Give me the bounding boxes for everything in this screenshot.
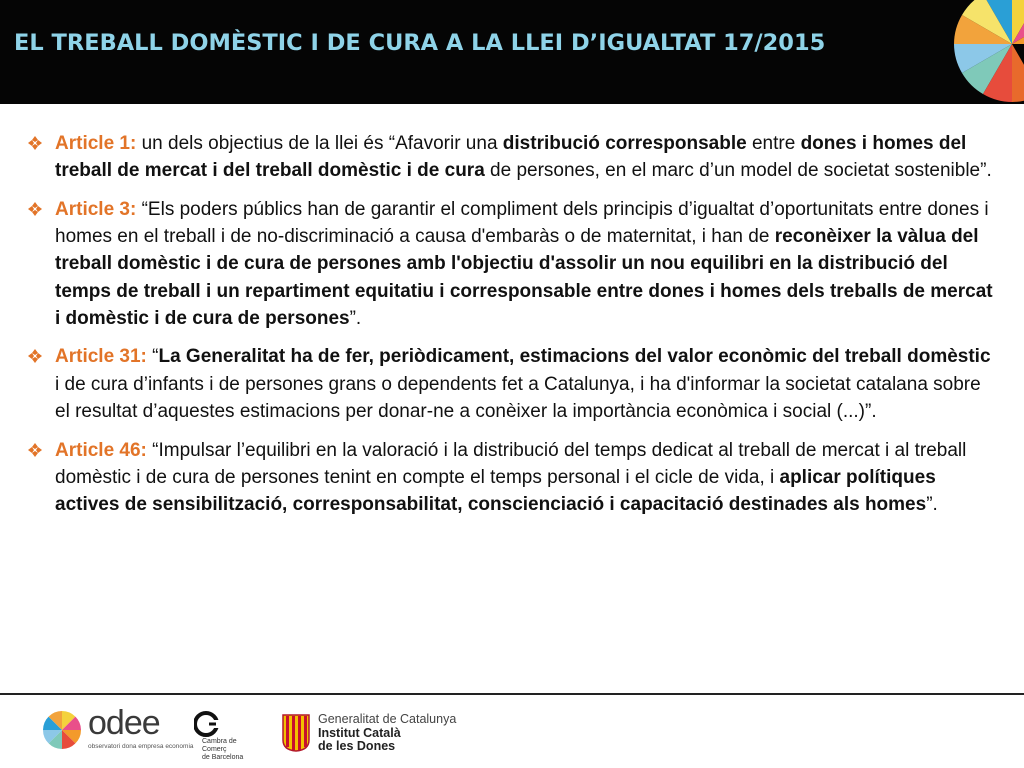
cambra-c-icon xyxy=(194,710,222,738)
text-segment: entre xyxy=(746,133,801,154)
cambra-line-2: de Barcelona xyxy=(202,754,244,761)
page-title: EL TREBALL DOMÈSTIC I DE CURA A LA LLEI D’IGUALTAT 17/2015 xyxy=(14,30,826,56)
generalitat-line-2: Institut Català xyxy=(318,725,401,740)
article-label: Article 3: xyxy=(55,198,137,220)
bold-segment: dones i homes del treball de mercat i del treball domèstic i de cura xyxy=(55,133,967,182)
text-segment: “Impulsar l’equilibri en la valoració i la distribució del temps dedicat al treball de mercat i al treball domèstic i de cura de persones tenint en compte el temps personal i el cicle de vida, i xyxy=(55,439,967,488)
diamond-bullet-icon xyxy=(28,136,42,150)
article-label: Article 31: xyxy=(55,346,147,368)
generalitat-line-3: de les Dones xyxy=(318,739,396,753)
header-bar xyxy=(0,0,1024,104)
cambra-name xyxy=(202,738,262,762)
senyera-shield-icon xyxy=(282,714,310,752)
list-item-article-1 xyxy=(28,130,998,184)
odee-pinwheel-icon xyxy=(42,710,82,750)
list-item-article-3 xyxy=(28,196,998,332)
generalitat-text xyxy=(318,713,456,754)
odee-logo xyxy=(42,704,194,756)
bold-segment: reconèixer la vàlua del treball domèstic i de cura de persones amb l'objectiu d'assolir un nou equilibri en la distribució del temps de treball i un repartiment equitatiu i corresponsable entre dones i homes dels treballs de mercat i domèstic i de cura de persones xyxy=(55,226,993,329)
article-text xyxy=(55,196,998,332)
article-text xyxy=(55,130,998,184)
odee-subtitle: observatori dona empresa economia xyxy=(88,743,194,750)
text-segment: i de cura d’infants i de persones grans o dependents fet a Catalunya, i ha d'informar la societat catalana sobre el resultat d’aquestes estimacions per donar-ne a conèixer la importància econòmica i social (...)”. xyxy=(55,373,981,422)
article-text xyxy=(55,343,998,425)
generalitat-line-1: Generalitat de Catalunya xyxy=(318,712,457,726)
diamond-bullet-icon xyxy=(28,202,42,216)
article-label: Article 1: xyxy=(55,133,137,154)
bold-segment: La Generalitat ha de fer, periòdicament, estimacions del valor econòmic del treball domèstic xyxy=(158,346,991,368)
list-item-article-46 xyxy=(28,437,998,519)
article-label: Article 46: xyxy=(55,439,147,461)
list-item-article-31 xyxy=(28,343,998,425)
odee-wordmark: odee xyxy=(88,704,160,742)
bold-segment: distribució corresponsable xyxy=(502,133,747,154)
diamond-bullet-icon xyxy=(28,349,42,363)
text-segment: un dels objectius de la llei és “Afavorir una xyxy=(136,133,503,154)
text-segment: “ xyxy=(146,346,159,368)
generalitat-logo xyxy=(282,714,482,758)
text-segment: de persones, en el marc d’un model de societat sostenible”. xyxy=(484,160,992,182)
footer-divider xyxy=(0,693,1024,695)
bold-segment: aplicar polítiques actives de sensibilització, corresponsabilitat, conscienciació i capacitació destinades als homes xyxy=(55,466,936,515)
cambra-logo xyxy=(192,710,262,761)
pinwheel-logo-icon xyxy=(950,0,1024,104)
text-segment: ”. xyxy=(349,307,362,329)
text-segment: ”. xyxy=(926,493,938,515)
text-segment: “Els poders públics han de garantir el compliment dels principis d’igualtat d’oportunitats entre dones i homes en el treball i de no-discriminació a causa d'embaràs o de maternitat, i han de xyxy=(55,198,989,248)
article-text xyxy=(55,437,998,519)
diamond-bullet-icon xyxy=(28,443,42,457)
cambra-line-1: Cambra de Comerç xyxy=(202,738,237,753)
article-list xyxy=(28,130,998,530)
